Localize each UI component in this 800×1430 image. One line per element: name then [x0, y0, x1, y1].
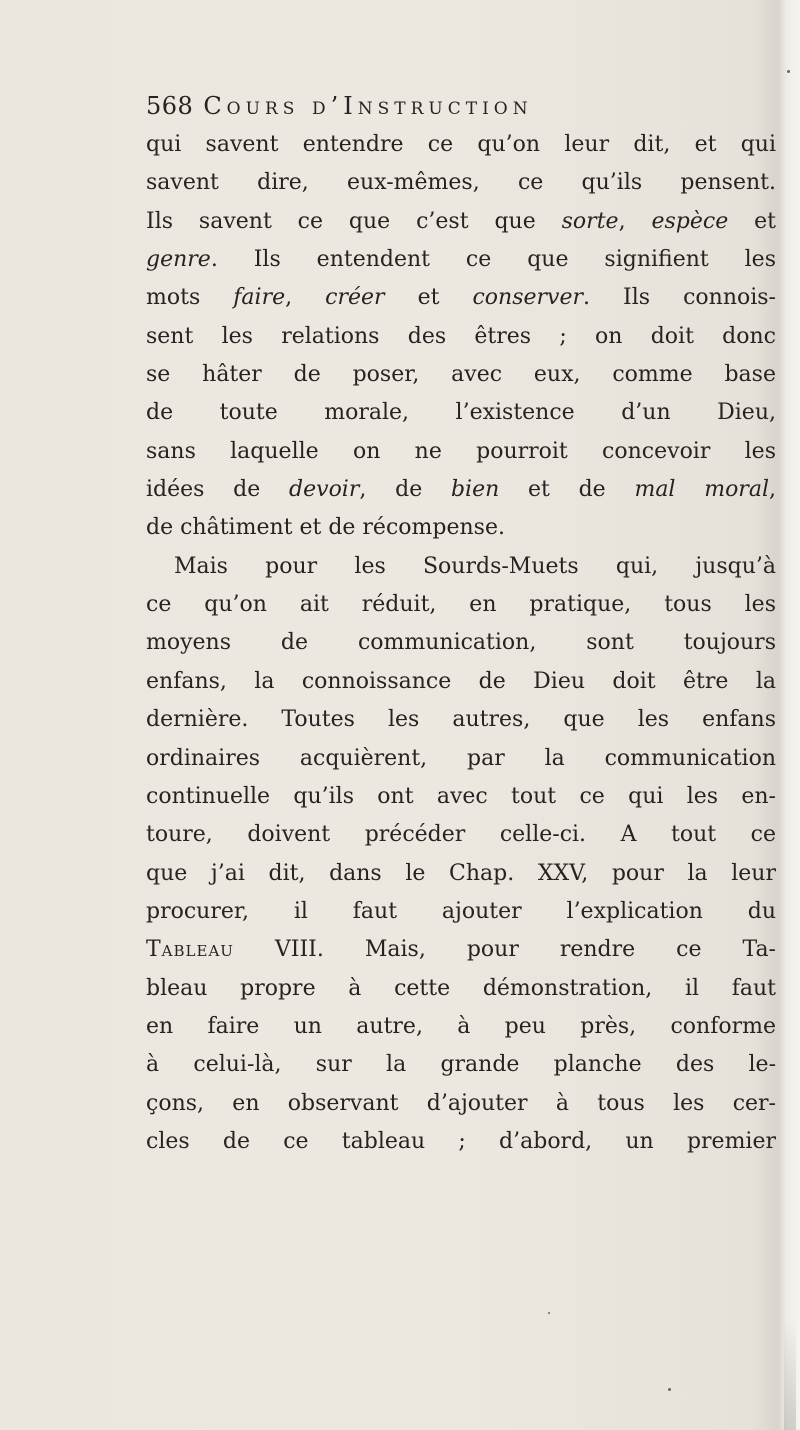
text-segment: sans laquelle on ne pourroit concevoir les [146, 438, 776, 464]
text-line [146, 816, 776, 854]
text-segment: , [285, 285, 326, 311]
text-line [146, 740, 776, 778]
text-segment: sent les relations des êtres ; on doit donc [146, 323, 776, 349]
text-segment: ordinaires acquièrent, par la communication [146, 745, 776, 771]
text-line [146, 855, 776, 893]
text-segment: de toute morale, l’existence d’un Dieu, [146, 400, 776, 426]
text-line [146, 164, 776, 202]
text-segment: . Ils entendent ce que signifient les [210, 247, 776, 273]
text-line [146, 1123, 776, 1161]
text-segment: continuelle qu’ils ont avec tout ce qui les en- [146, 783, 776, 809]
italic-text: espèce [651, 208, 729, 234]
italic-text: genre [146, 247, 211, 273]
text-line [146, 356, 776, 394]
text-segment: toure, doivent précéder celle-ci. A tout ce [146, 822, 776, 848]
text-segment: , de [359, 477, 451, 503]
text-segment: procurer, il faut ajouter l’explication du [146, 898, 776, 924]
text-segment: idées de [146, 477, 290, 503]
italic-text: faire [233, 285, 286, 311]
text-segment: , [768, 477, 776, 503]
italic-text: sorte [561, 208, 619, 234]
text-line [146, 970, 776, 1008]
body-text [146, 126, 776, 1161]
text-segment: enfans, la connoissance de Dieu doit être la [146, 668, 776, 694]
text-line [146, 663, 776, 701]
text-line [146, 1085, 776, 1123]
text-segment: de châtiment et de récompense. [146, 515, 505, 541]
italic-text: bien [450, 477, 500, 503]
text-segment: que j’ai dit, dans le Chap. XXV, pour la leur [146, 860, 776, 886]
text-line [146, 471, 776, 509]
text-segment: et [728, 208, 776, 234]
text-segment: dernière. Toutes les autres, que les enfans [146, 707, 776, 733]
text-line [146, 701, 776, 739]
text-segment: et [384, 285, 473, 311]
text-segment: , [618, 208, 652, 234]
text-line [146, 624, 776, 662]
smallcaps-text: Tableau [146, 937, 234, 963]
text-segment: bleau propre à cette démonstration, il faut [146, 975, 776, 1001]
text-segment: cles de ce tableau ; d’abord, un premier [146, 1128, 776, 1154]
text-line [146, 893, 776, 931]
text-segment: à celui-là, sur la grande planche des le- [146, 1052, 776, 1078]
text-line [146, 318, 776, 356]
text-line [146, 586, 776, 624]
italic-text: conserver [472, 285, 584, 311]
italic-text: créer [325, 285, 385, 311]
text-segment: en faire un autre, à peu près, conforme [146, 1013, 776, 1039]
text-line [146, 126, 776, 164]
text-segment: . Ils connois- [583, 285, 776, 311]
text-block [146, 86, 776, 1161]
text-line [146, 1046, 776, 1084]
text-line [146, 203, 776, 241]
text-segment: VIII. Mais, pour rendre ce Ta- [233, 937, 776, 963]
text-segment: mots [146, 285, 234, 311]
italic-text: devoir [289, 477, 360, 503]
text-segment: et de [499, 477, 635, 503]
text-segment: savent dire, eux-mêmes, ce qu’ils pensent. [146, 170, 776, 196]
text-line [146, 1008, 776, 1046]
text-line [146, 433, 776, 471]
text-line [146, 931, 776, 969]
text-line [146, 394, 776, 432]
text-segment: ce qu’on ait réduit, en pratique, tous les [146, 592, 776, 618]
text-line [146, 241, 776, 279]
text-line [146, 548, 776, 586]
page-edge-shadow [784, 1320, 796, 1430]
text-segment: qui savent entendre ce qu’on leur dit, et qui [146, 132, 776, 157]
text-segment: se hâter de poser, avec eux, comme base [146, 362, 776, 388]
text-line [146, 778, 776, 816]
page-number: 568 [146, 92, 194, 120]
text-segment: Ils savent ce que c’est que [146, 208, 562, 234]
text-line [146, 279, 776, 317]
running-title: Cours d’Instruction [203, 92, 533, 120]
page-edge [778, 0, 800, 1430]
text-segment: çons, en observant d’ajouter à tous les cer- [146, 1090, 776, 1116]
text-line [146, 509, 776, 547]
italic-text: mal moral [634, 477, 769, 503]
text-segment: Mais pour les Sourds-Muets qui, jusqu’à [174, 553, 776, 579]
text-segment: moyens de communication, sont toujours [146, 630, 776, 656]
running-head [146, 86, 776, 126]
